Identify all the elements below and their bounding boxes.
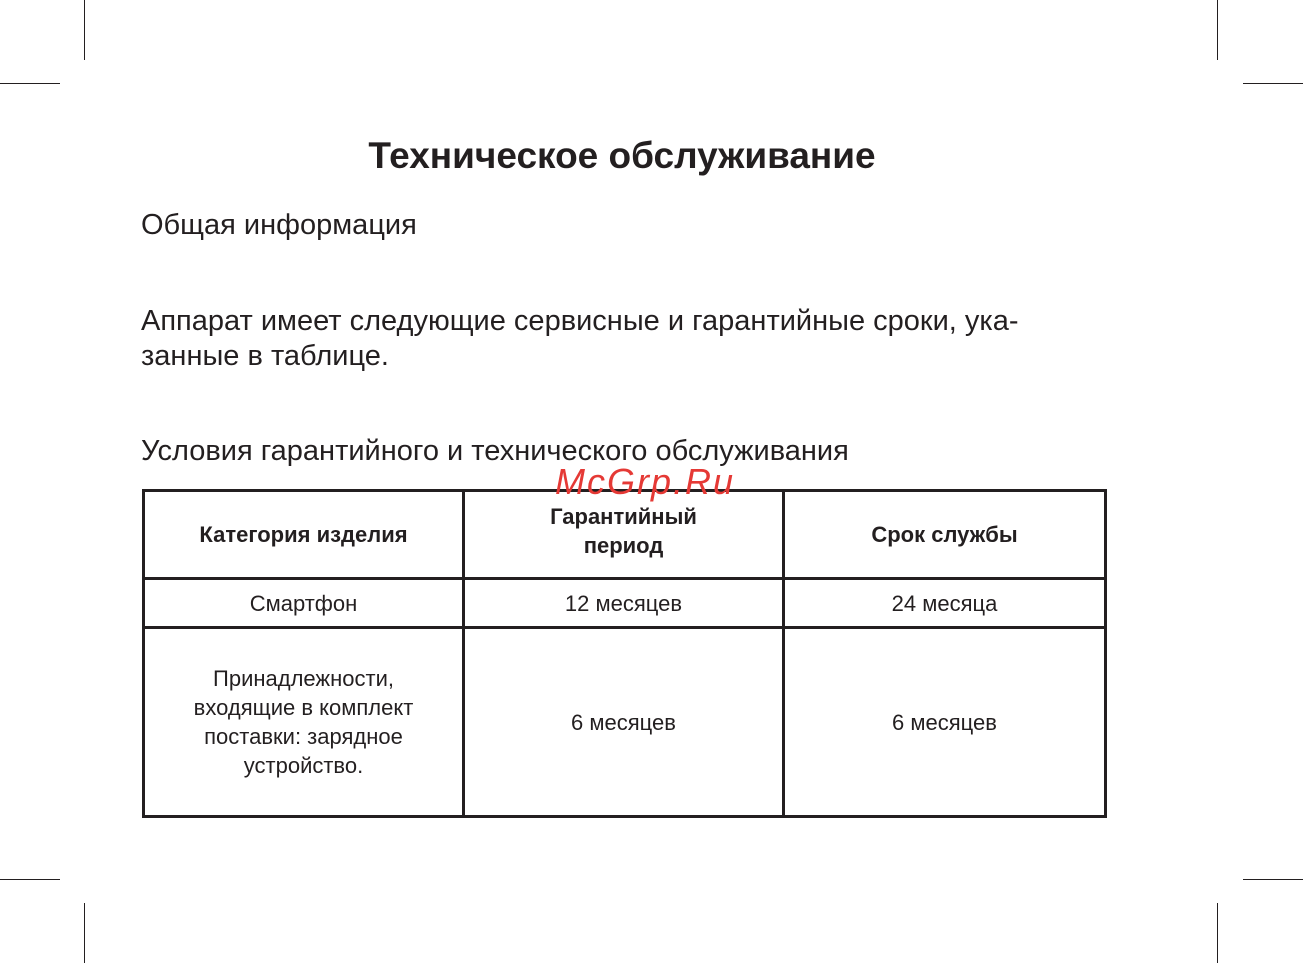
crop-mark-bottom-left-horizontal — [0, 879, 60, 880]
table-row — [144, 579, 1106, 628]
header-product-category: Категория изделия — [144, 491, 464, 579]
warranty-table — [142, 489, 1107, 818]
cell-warranty: 12 месяцев — [464, 579, 784, 628]
header-warranty-period: Гарантийный период — [464, 491, 784, 579]
crop-mark-bottom-right-horizontal — [1243, 879, 1303, 880]
cell-warranty: 6 месяцев — [464, 628, 784, 817]
intro-paragraph: Аппарат имеет следующие сервисные и гарантийные сроки, ука- занные в таблице. — [141, 305, 1019, 372]
crop-mark-top-right-horizontal — [1243, 83, 1303, 84]
section-subtitle: Общая информация — [141, 209, 417, 241]
crop-mark-bottom-right-vertical — [1217, 903, 1218, 963]
conditions-heading: Условия гарантийного и технического обслуживания — [141, 435, 849, 467]
crop-mark-top-left-horizontal — [0, 83, 60, 84]
watermark: McGrp.Ru — [555, 461, 736, 502]
table-row — [144, 628, 1106, 817]
page-title: Техническое обслуживание — [368, 135, 876, 176]
header-service-life: Срок службы — [784, 491, 1106, 579]
crop-mark-top-right-vertical — [1217, 0, 1218, 60]
crop-mark-top-left-vertical — [84, 0, 85, 60]
crop-mark-bottom-left-vertical — [84, 903, 85, 963]
cell-category: Смартфон — [144, 579, 464, 628]
cell-service-life: 24 месяца — [784, 579, 1106, 628]
cell-category: Принадлежности, входящие в комплект поставки: зарядное устройство. — [144, 628, 464, 817]
cell-service-life: 6 месяцев — [784, 628, 1106, 817]
